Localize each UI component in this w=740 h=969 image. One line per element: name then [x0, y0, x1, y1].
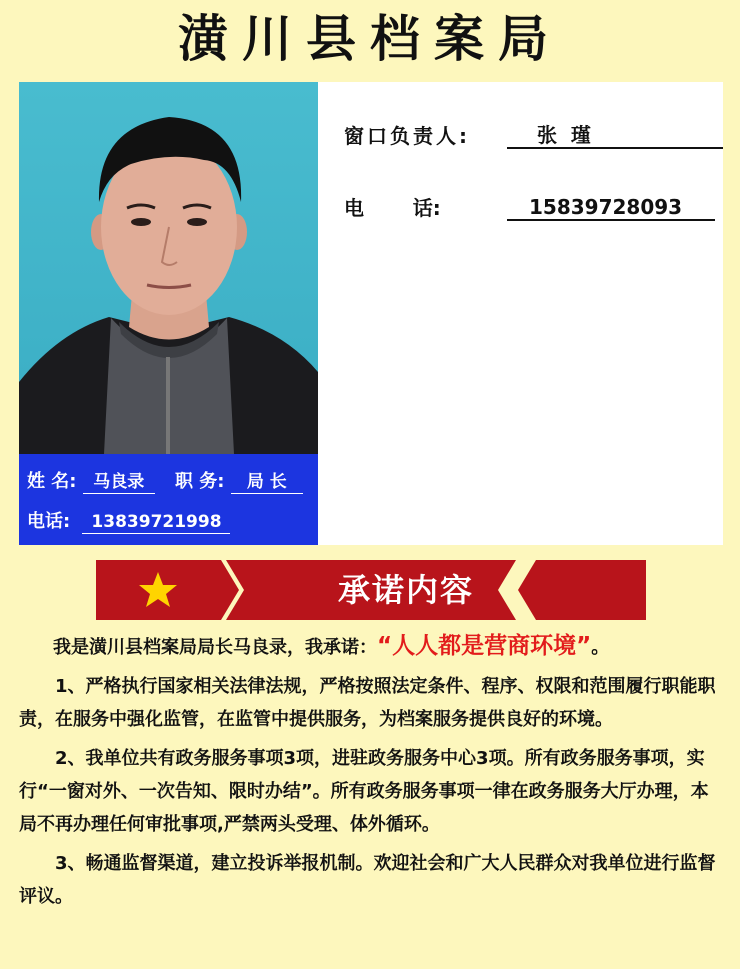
- commitment-item-3: 3、畅通监督渠道，建立投诉举报机制。欢迎社会和广大人民群众对我单位进行监督评议。: [19, 853, 716, 907]
- leader-info-panel: [19, 454, 318, 545]
- position-label: 职 务:: [175, 471, 225, 492]
- leader-position: 局 长: [231, 471, 303, 494]
- window-phone-label: 电 话:: [344, 196, 441, 220]
- portrait-illustration: [19, 82, 318, 454]
- window-person-name: 张 瑾: [507, 123, 723, 149]
- page-title: 潢川县档案局: [178, 10, 562, 68]
- window-person-row: [344, 120, 591, 149]
- name-label: 姓 名:: [27, 471, 77, 492]
- leader-card: [19, 82, 318, 545]
- window-phone-row: [344, 192, 683, 221]
- commitment-item-2: 2、我单位共有政务服务事项3项，进驻政务服务中心3项。所有政务服务事项，实行“一窗对外、一次告知、限时办结”。所有政务服务事项一律在政务服务大厅办理，本局不再办理任何审批事项,严禁两头受理、体外循环。: [19, 748, 709, 835]
- leader-name: 马良录: [83, 471, 155, 494]
- commitment-banner: [96, 560, 646, 620]
- commitment-intro: [19, 630, 725, 664]
- window-person-label: 窗口负责人:: [344, 124, 470, 148]
- window-phone: 15839728093: [507, 195, 715, 221]
- banner-title: 承诺内容: [337, 571, 474, 609]
- commitment-item-1: 1、严格执行国家相关法律法规，严格按照法定条件、程序、权限和范围履行职能职责，在服务中强化监管，在监管中提供服务，为档案服务提供良好的环境。: [19, 676, 716, 730]
- commitment-content: [19, 630, 725, 919]
- intro-end: 。: [591, 637, 610, 658]
- intro-text: 我是潢川县档案局局长马良录，我承诺：: [53, 637, 377, 658]
- slogan-text: “人人都是营商环境”: [377, 633, 592, 659]
- leader-name-row: [27, 467, 303, 494]
- leader-phone-row: [27, 507, 230, 534]
- leader-phone: 13839721998: [82, 511, 230, 534]
- leader-photo: [19, 82, 318, 454]
- leader-phone-label: 电话:: [27, 511, 71, 532]
- window-contact-card: [318, 82, 723, 545]
